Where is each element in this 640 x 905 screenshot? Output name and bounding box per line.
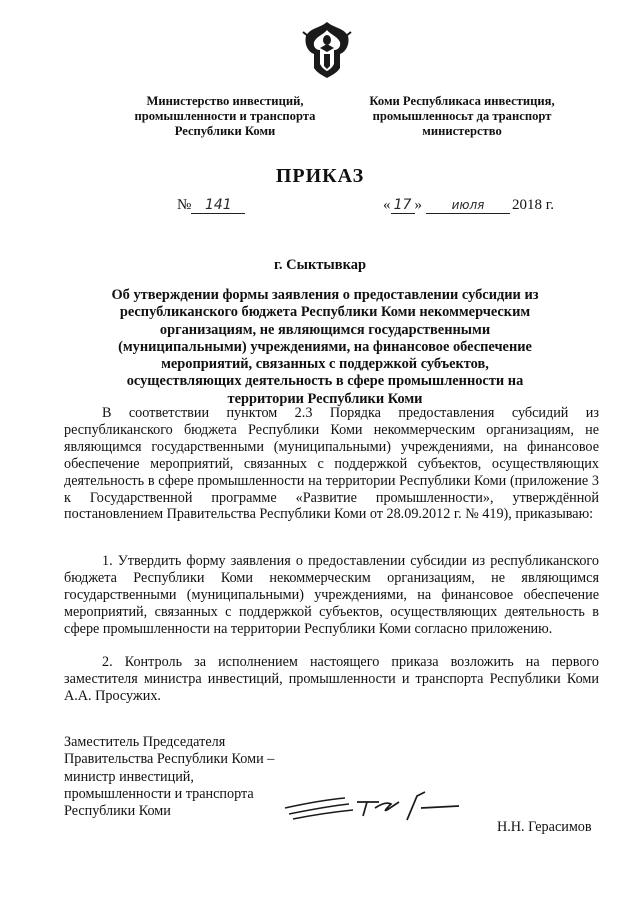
item-1-paragraph xyxy=(64,553,599,638)
date-day: 17 xyxy=(391,197,415,214)
city: г. Сыктывкар xyxy=(273,257,367,273)
order-number xyxy=(177,197,245,214)
preamble-paragraph xyxy=(64,405,599,523)
coat-of-arms-icon xyxy=(300,18,354,80)
ministry-komi-line: промышленносьт да транспорт xyxy=(372,109,552,123)
date-open-quote: « xyxy=(383,197,391,213)
item-2-text: 2. Контроль за исполнением настоящего приказа возложить на первого заместителя министра инвестиций, промышленности и транспорта Республики Коми А.А. Просужих. xyxy=(64,654,599,704)
ministry-ru-line: Министерство инвестиций, xyxy=(146,94,304,108)
signatory-name: Н.Н. Герасимов xyxy=(497,819,592,835)
signatory-title-line: Правительства Республики Коми – xyxy=(64,751,275,768)
ministry-name-russian xyxy=(118,94,332,139)
date-close-quote: » xyxy=(414,197,422,213)
handwritten-signature xyxy=(283,786,463,826)
ministry-ru-line: промышленности и транспорта xyxy=(134,109,316,123)
signatory-title xyxy=(64,734,274,820)
date-month: июля xyxy=(426,197,510,214)
document-type-title: ПРИКАЗ xyxy=(275,165,365,187)
order-number-value: 141 xyxy=(191,197,245,214)
ministry-komi-line: Коми Республикаса инвестиция, xyxy=(369,94,555,108)
signatory-title-line: Заместитель Председателя xyxy=(64,734,226,750)
item-2-paragraph xyxy=(64,654,599,705)
ministry-name-komi xyxy=(352,94,572,139)
preamble-text: В соответствии пунктом 2.3 Порядка предоставления субсидий из республиканского бюджета Республики Коми некоммерческим организациям, не являющимся государственными (муниципальными) учреждениями, на финансовое обеспечение мероприятий, связанных с поддержкой субъектов, осуществляющих деятельность в сфере промышленности на территории Республики Коми (приложение 3 к Государственной программе «Развитие промышленности», утверждённой постановлением Правительства Республики Коми от 28.09.2012 г. № 419), приказываю: xyxy=(64,405,599,523)
signatory-title-line: министр инвестиций, xyxy=(64,768,194,785)
date-year: 2018 г. xyxy=(512,197,554,213)
order-subject: Об утверждении формы заявления о предоставлении субсидии из республиканского бюджета Республики Коми некоммерческим организациям, не являющимся государственными (муниципальными) учреждениями, на финансовое обеспечение мероприятий, связанных с поддержкой субъектов, осуществляющих деятельность в сфере промышленности на территории Республики Коми xyxy=(111,287,539,407)
order-date xyxy=(383,197,554,214)
signatory-title-line: промышленности и транспорта xyxy=(64,785,254,802)
ministry-ru-line: Республики Коми xyxy=(174,124,276,138)
item-1-text: 1. Утвердить форму заявления о предоставлении субсидии из республиканского бюджета Республики Коми некоммерческим организациям, не являющимся государственными (муниципальными) учреждениями, на финансовое обеспечение мероприятий, связанных с поддержкой субъектов, осуществляющих деятельность в сфере промышленности на территории Республики Коми согласно приложению. xyxy=(64,553,599,637)
number-prefix: № xyxy=(177,197,192,213)
signatory-title-line: Республики Коми xyxy=(64,803,171,820)
ministry-komi-line: министерство xyxy=(422,124,502,138)
